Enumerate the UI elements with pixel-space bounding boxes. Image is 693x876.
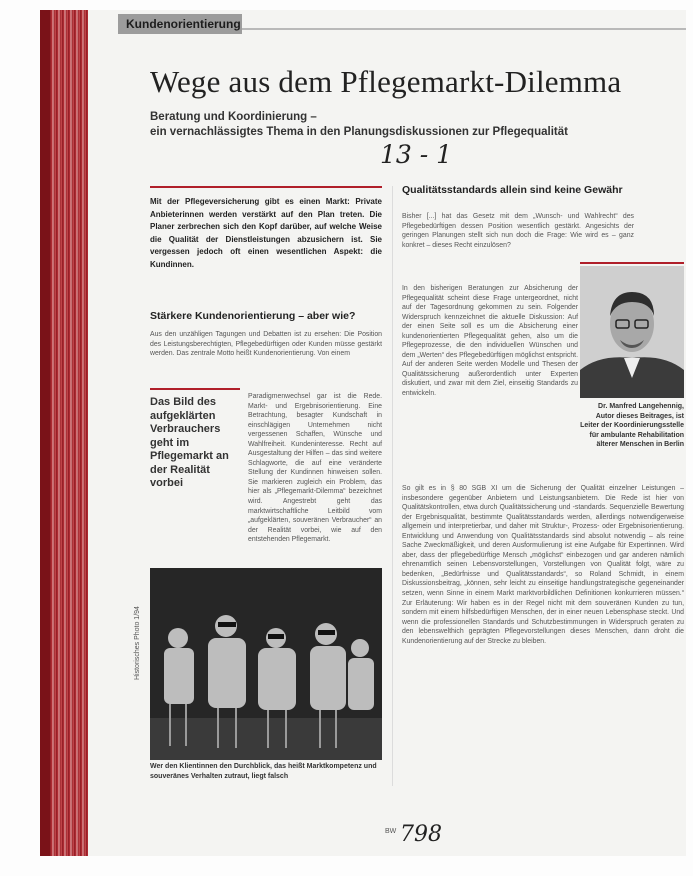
intro-rule xyxy=(150,186,382,188)
photo-caption: Wer den Klientinnen den Durchblick, das heißt Marktkompetenz und souveränes Verhalten zutraut, liegt falsch xyxy=(150,763,377,780)
right-section-heading: Qualitätsstandards allein sind keine Gewähr xyxy=(402,184,623,196)
column-gutter xyxy=(392,186,393,786)
handwritten-note-top: 13 - 1 xyxy=(380,140,453,169)
section-divider xyxy=(242,28,686,30)
portrait-graphic xyxy=(580,266,684,398)
intro-paragraph: Mit der Pflegeversicherung gibt es einen Markt: Private Anbieterinnen werden verstärkt auf den Plan treten. Die Planer zerbrechen sich den Kopf darüber, auf welche Weise die Qualität der Dienstleistungen abzusichern ist. Sie vergessen jedoch oft einen wesentlichen Aspekt: die Kundinnen. xyxy=(150,197,382,269)
pull-quote: Das Bild des aufgeklärten Verbrauchers geht im Pflegemarkt an der Realität vorbei xyxy=(150,396,229,489)
photo-graphic xyxy=(150,568,382,760)
article-photo xyxy=(150,568,382,760)
left-column-text-1: Aus den unzähligen Tagungen und Debatten ist zu ersehen: Die Position des Leistungsberechtigten, Pflegebedürftigen oder Kunden müsse gestärkt werden. Das zentrale Motto heißt Kundenorientierung. Von einem xyxy=(150,331,382,358)
right-column-text-1: Bisher [...] hat das Gesetz mit dem „Wunsch- und Wahlrecht“ des Pflegebedürftigen dessen Position wesentlich gestärkt. Angesichts der geringen Planungen stellt sich nun doch die Frage: Wie wird es – ganz konkret – dieses Recht einzulösen? xyxy=(402,213,634,249)
book-page-edges xyxy=(50,10,88,856)
article-title: Wege aus dem Pflegemarkt-Dilemma xyxy=(150,64,622,99)
right-column-text-2: In den bisherigen Beratungen zur Absicherung der Pflegequalität scheint diese Frage untergeordnet, nicht auf der Tagesordnung gekommen zu sein. Folgender Widerspruch kennzeichnet die aktuelle Diskussion: Auf der einen Seite soll es um die Absicherung einer kundenorientierten Pflegequalität gehen, also um die Pflegeprozesse, die den individuellen Wünschen und dem „Werten“ des Pflegebedürftigen möglichst entspricht. Auf der anderen Seite werden Modelle und Thesen der Qualitätssicherung außerordentlich unter Experten diskutiert, und zwar mit dem Ziel, einseitig Standards zu entwickeln. xyxy=(402,285,578,398)
section-label: Kundenorientierung xyxy=(118,14,242,34)
subtitle-line-1: Beratung und Koordinierung – xyxy=(150,111,317,123)
photo-credit: Historisches Photo 1/94 xyxy=(134,606,141,680)
pull-quote-rule xyxy=(150,388,240,390)
left-section-heading: Stärkere Kundenorientierung – aber wie? xyxy=(150,310,356,322)
page-number: BW xyxy=(385,828,397,835)
portrait-rule xyxy=(580,262,684,264)
author-portrait xyxy=(580,266,684,398)
subtitle-line-2: ein vernachlässigtes Thema in den Planungsdiskussionen zur Pflegequalität xyxy=(150,126,568,138)
portrait-caption: Dr. Manfred Langehennig, Autor dieses Beitrages, ist Leiter der Koordinierungsstelle für ambulante Rehabilitation älterer Menschen in Berlin xyxy=(580,403,684,449)
handwritten-page-number: 798 xyxy=(400,822,442,847)
right-column-text-3: So gilt es in § 80 SGB XI um die Sicherung der Qualität einzelner Leistungen – insbesondere gegenüber Anbietern und Leistungsanbietern. Die Rede ist hier von Qualitätskontrollen, etwa durch Qualitätssicherung und -standards. Sequenzielle Bewertung der Ergebnisqualität, bestimmte Qualitätsstandards werden, allerdings notwendigerweise allgemein und interpretierbar, und daher mit Struktur-, Prozess- oder Ergebnisorientierung. Entwicklung und Anwendung von Qualitätsstandards sind absolut notwendig – als reine Sache Zweckmäßigkeit, und deren Ausformulierung ist eine Aufgabe für Expertinnen. Wird aber, dass der pflegebedürftige Mensch „möglichst“ einbezogen und gar anderen nämlich ehrenamtlich seinen Lebensvorstellungen, Vorstellungen von Qualität folgt, wäre zu bedenken, „Bedürfnisse und Qualitätsstandards“, so Roland Schmidt, in einem Diskussionsbeitrag, „können, sehr leicht zu einseitige handlungstrategische gegeneinander setzen, wenn Sinne in einem Markt marktvorbildlichen Definitionen konkurrieren müssen.“ Zur Erläuterung: Wir haben es in der Regel nicht mit dem souveränen Kunden zu tun, sondern mit einem hilfsbedürftigen Menschen, der in einer neuen Lebensphase steckt. Und wenn die professionellen Standards und Schutzbestimmungen in Widerspruch geraten zu den lebenswelthich geprägten Pflegevorstellungen dieses Menschen, dann droht die Kundenorientierung auf der Strecke zu bleiben. xyxy=(402,485,684,645)
article-subtitle xyxy=(150,110,568,140)
left-column-text-2: Paradigmenwechsel gar ist die Rede. Markt- und Ergebnisorientierung. Eine Betrachtung, besagter Kundschaft in einschlägigen Unternehmen nicht vergessenen Schaffen, Wünsche und Wahlfreiheit. Kundeninteresse. Recht auf Ausgestaltung der Hilfen – das sind weitere Schlagworte, die auf eine veränderte Stellung der Kundinnen hinweisen sollen. Sie markieren zugleich ein Problem, das hier als „Pflegemarkt-Dilemma“ bezeichnet wird. Angestrebt geht das marktwirtschaftliche Leitbild vom „aufgeklärten, souveränen Verbraucher“ an der Realität vorbei, wie auf den entstehenden Pflegemarkt. xyxy=(248,393,382,544)
